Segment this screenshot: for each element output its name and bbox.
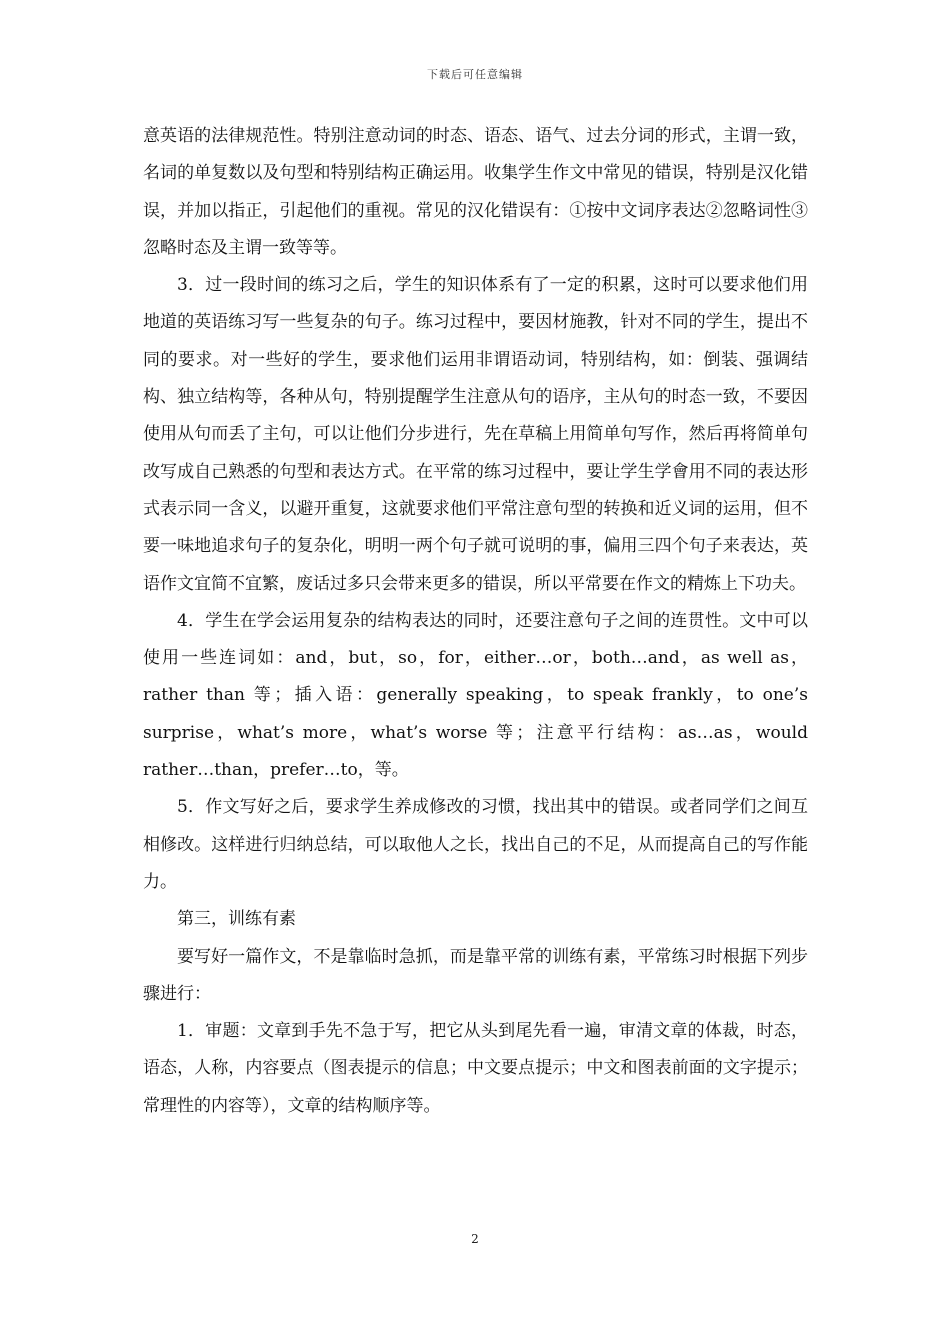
paragraph-item-4: 4．学生在学会运用复杂的结构表达的同时，还要注意句子之间的连贯性。文中可以使用一些连词如：and，but，so，for，either…or，both…and，as well as，rather than 等；插入语：generally speaking，to speak frankly，to one’s surprise，what’s more，what’s worse 等；注意平行结构：as…as，would rather…than，prefer…to，等。 [143, 610, 808, 781]
paragraph-item-3: 3．过一段时间的练习之后，学生的知识体系有了一定的积累，这时可以要求他们用地道的英语练习写一些复杂的句子。练习过程中，要因材施教，针对不同的学生，提出不同的要求。对一些好的学生，要求他们运用非谓语动词，特别结构，如：倒装、强调结构、独立结构等，各种从句，特别提醒学生注意从句的语序，主从句的时态一致，不要因使用从句而丢了主句，可以让他们分步进行，先在草稿上用简单句写作，然后再将简单句改写成自己熟悉的句型和表达方式。在平常的练习过程中，要让学生学會用不同的表达形式表示同一含义，以避开重复，这就要求他们平常注意句型的转换和近义词的运用，但不要一味地追求句子的复杂化，明明一两个句子就可说明的事，偏用三四个句子来表达，英语作文宜简不宜繁，废话过多只会带来更多的错误，所以平常要在作文的精炼上下功夫。 [143, 275, 808, 594]
paragraph-item-5: 5．作文写好之后，要求学生养成修改的习惯，找出其中的错误。或者同学们之间互相修改。这样进行归纳总结，可以取他人之长，找出自己的不足，从而提高自己的写作能力。 [143, 797, 808, 892]
document-body [143, 118, 808, 1125]
paragraph-section-intro: 要写好一篇作文，不是靠临时急抓，而是靠平常的训练有素，平常练习时根据下列步骤进行： [143, 946, 808, 1004]
page-header: 下载后可任意编辑 [427, 68, 523, 81]
paragraph-continuation: 意英语的法律规范性。特别注意动词的时态、语态、语气、过去分词的形式，主谓一致，名词的单复数以及句型和特别结构正确运用。收集学生作文中常见的错误，特别是汉化错误，并加以指正，引起他们的重视。常见的汉化错误有：①按中文词序表达②忽略词性③忽略时态及主谓一致等等。 [143, 126, 808, 258]
paragraph-step-1: 1．审题：文章到手先不急于写，把它从头到尾先看一遍，审清文章的体裁，时态，语态，人称，内容要点（图表提示的信息；中文要点提示；中文和图表前面的文字提示；常理性的内容等），文章的结构顺序等。 [143, 1021, 808, 1116]
section-heading-third: 第三，训练有素 [177, 909, 296, 930]
page-number: 2 [471, 1232, 479, 1246]
